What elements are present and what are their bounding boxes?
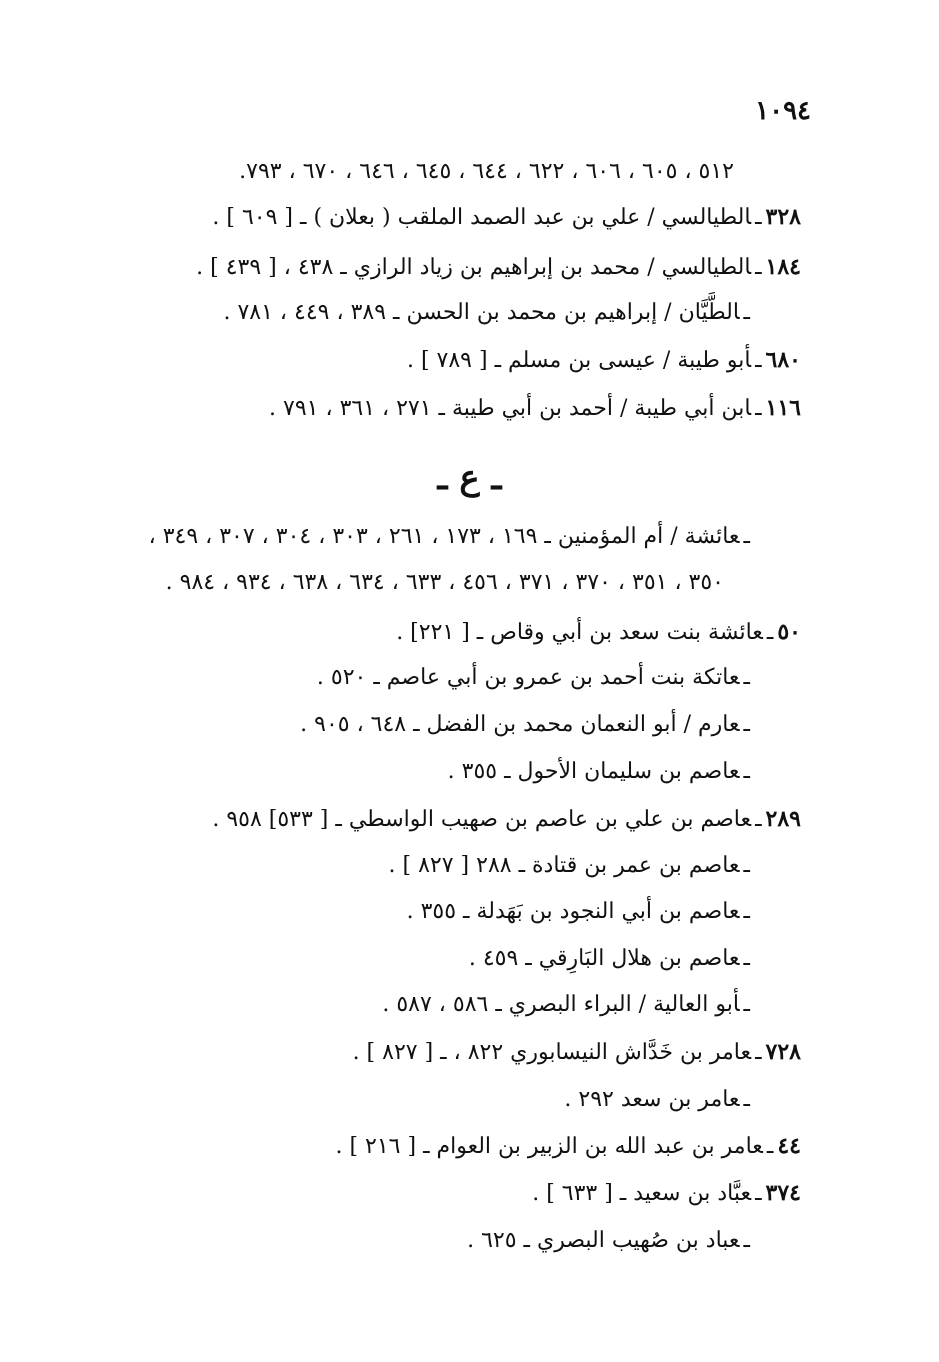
index-entry: ٧٢٨ـعامر بن خَدَّاش النيسابوري ٨٢٢ ، ـ [ ٨٢٧ ] . bbox=[352, 1039, 801, 1065]
entry-text: عاتكة بنت أحمد بن عمرو بن أبي عاصم ـ ٥٢٠ . bbox=[316, 665, 740, 690]
entry-text: ابن أبي طيبة / أحمد بن أبي طيبة ـ ٢٧١ ، ٣٦١ ، ٧٩١ . bbox=[269, 396, 752, 421]
entry-text: ٥١٢ ، ٦٠٥ ، ٦٠٦ ، ٦٢٢ ، ٦٤٤ ، ٦٤٥ ، ٦٤٦ ، ٦٧٠ ، ٧٩٣. bbox=[239, 159, 734, 184]
entry-number: ٣٧٤ bbox=[765, 1180, 801, 1206]
entry-number: ٥٠ bbox=[777, 619, 801, 645]
entry-text: ٣٥٠ ، ٣٥١ ، ٣٧٠ ، ٣٧١ ، ٤٥٦ ، ٦٣٣ ، ٦٣٤ ، ٦٣٨ ، ٩٣٤ ، ٩٨٤ . bbox=[165, 570, 724, 595]
entry-text: الطيالسي / علي بن عبد الصمد الملقب ( بعلان ) ـ [ ٦٠٩ ] . bbox=[212, 205, 752, 230]
index-entry: ١١٦ـابن أبي طيبة / أحمد بن أبي طيبة ـ ٢٧١ ، ٣٦١ ، ٧٩١ . bbox=[269, 395, 801, 421]
entry-text: عامر بن خَدَّاش النيسابوري ٨٢٢ ، ـ [ ٨٢٧ ] . bbox=[352, 1040, 752, 1065]
index-entry: ـعاصم بن عمر بن قتادة ـ ٢٨٨ [ ٨٢٧ ] . bbox=[388, 853, 750, 878]
index-line-continuation bbox=[24, 566, 724, 600]
entry-text: عبَّاد بن سعيد ـ [ ٦٣٣ ] . bbox=[532, 1181, 752, 1206]
entry-text: عائشة / أم المؤمنين ـ ١٦٩ ، ١٧٣ ، ٢٦١ ، ٣٠٣ ، ٣٠٤ ، ٣٠٧ ، ٣٤٩ ، bbox=[148, 524, 740, 549]
entry-text: عائشة بنت سعد بن أبي وقاص ـ [ ٢٢١] . bbox=[396, 620, 763, 645]
entry-text: عاصم بن هلال البَارِقي ـ ٤٥٩ . bbox=[468, 946, 740, 971]
index-entry: ١٨٤ـالطيالسي / محمد بن إبراهيم بن زياد الرازي ـ ٤٣٨ ، [ ٤٣٩ ] . bbox=[196, 254, 801, 280]
entry-number: ٧٢٨ bbox=[765, 1039, 801, 1065]
index-entry: ـعباد بن صُهيب البصري ـ ٦٢٥ . bbox=[467, 1228, 750, 1253]
entry-number: ٦٨٠ bbox=[765, 347, 801, 373]
index-entry: ٥٠ـعائشة بنت سعد بن أبي وقاص ـ [ ٢٢١] . bbox=[396, 619, 801, 645]
index-entry: ـعاصم بن أبي النجود بن بَهَدلة ـ ٣٥٥ . bbox=[406, 899, 750, 924]
entry-text: عارم / أبو النعمان محمد بن الفضل ـ ٦٤٨ ، ٩٠٥ . bbox=[300, 712, 740, 737]
entry-text: عاصم بن سليمان الأحول ـ ٣٥٥ . bbox=[447, 759, 740, 784]
entry-text: عامر بن عبد الله بن الزبير بن العوام ـ [ ٢١٦ ] . bbox=[335, 1134, 763, 1159]
entry-text: عاصم بن عمر بن قتادة ـ ٢٨٨ [ ٨٢٧ ] . bbox=[388, 853, 740, 878]
entry-number: ٤٤ bbox=[777, 1133, 801, 1159]
entry-text: عاصم بن علي بن عاصم بن صهيب الواسطي ـ [ ٥٣٣] ٩٥٨ . bbox=[212, 807, 752, 832]
entry-text: عباد بن صُهيب البصري ـ ٦٢٥ . bbox=[467, 1228, 740, 1253]
section-heading-ain: ـ ع ـ bbox=[437, 458, 502, 498]
index-entry: ـالطَّيَّان / إبراهيم بن محمد بن الحسن ـ ٣٨٩ ، ٤٤٩ ، ٧٨١ . bbox=[223, 300, 750, 325]
entry-text: الطَّيَّان / إبراهيم بن محمد بن الحسن ـ ٣٨٩ ، ٤٤٩ ، ٧٨١ . bbox=[223, 300, 740, 325]
index-entry: ٣٧٤ـعبَّاد بن سعيد ـ [ ٦٣٣ ] . bbox=[532, 1180, 801, 1206]
index-entry: ٦٨٠ـأبو طيبة / عيسى بن مسلم ـ [ ٧٨٩ ] . bbox=[406, 347, 801, 373]
entry-number: ١١٦ bbox=[765, 395, 801, 421]
entry-text: أبو طيبة / عيسى بن مسلم ـ [ ٧٨٩ ] . bbox=[406, 348, 752, 373]
index-entry: ٣٢٨ـالطيالسي / علي بن عبد الصمد الملقب ( بعلان ) ـ [ ٦٠٩ ] . bbox=[212, 204, 801, 230]
index-entry: ٢٨٩ـعاصم بن علي بن عاصم بن صهيب الواسطي ـ [ ٥٣٣] ٩٥٨ . bbox=[212, 806, 801, 832]
index-entry: ـأبو العالية / البراء البصري ـ ٥٨٦ ، ٥٨٧ . bbox=[382, 992, 750, 1017]
entry-text: عاصم بن أبي النجود بن بَهَدلة ـ ٣٥٥ . bbox=[406, 899, 740, 924]
entry-text: عامر بن سعد ٢٩٢ . bbox=[564, 1087, 740, 1112]
index-entry: ـعائشة / أم المؤمنين ـ ١٦٩ ، ١٧٣ ، ٢٦١ ، ٣٠٣ ، ٣٠٤ ، ٣٠٧ ، ٣٤٩ ، bbox=[148, 524, 750, 549]
index-entry: ـعامر بن سعد ٢٩٢ . bbox=[564, 1087, 750, 1112]
entry-text: أبو العالية / البراء البصري ـ ٥٨٦ ، ٥٨٧ . bbox=[382, 992, 740, 1017]
entry-number: ٢٨٩ bbox=[765, 806, 801, 832]
page-number: ١٠٩٤ bbox=[755, 96, 811, 126]
index-line-continuation bbox=[34, 155, 734, 189]
index-entry: ـعاتكة بنت أحمد بن عمرو بن أبي عاصم ـ ٥٢٠ . bbox=[316, 665, 750, 690]
index-entry: ـعاصم بن هلال البَارِقي ـ ٤٥٩ . bbox=[468, 946, 750, 971]
entry-number: ١٨٤ bbox=[765, 254, 801, 280]
entry-number: ٣٢٨ bbox=[765, 204, 801, 230]
index-entry: ـعارم / أبو النعمان محمد بن الفضل ـ ٦٤٨ ، ٩٠٥ . bbox=[300, 712, 750, 737]
index-entry: ٤٤ـعامر بن عبد الله بن الزبير بن العوام ـ [ ٢١٦ ] . bbox=[335, 1133, 801, 1159]
index-entry: ـعاصم بن سليمان الأحول ـ ٣٥٥ . bbox=[447, 759, 750, 784]
entry-text: الطيالسي / محمد بن إبراهيم بن زياد الرازي ـ ٤٣٨ ، [ ٤٣٩ ] . bbox=[196, 255, 752, 280]
